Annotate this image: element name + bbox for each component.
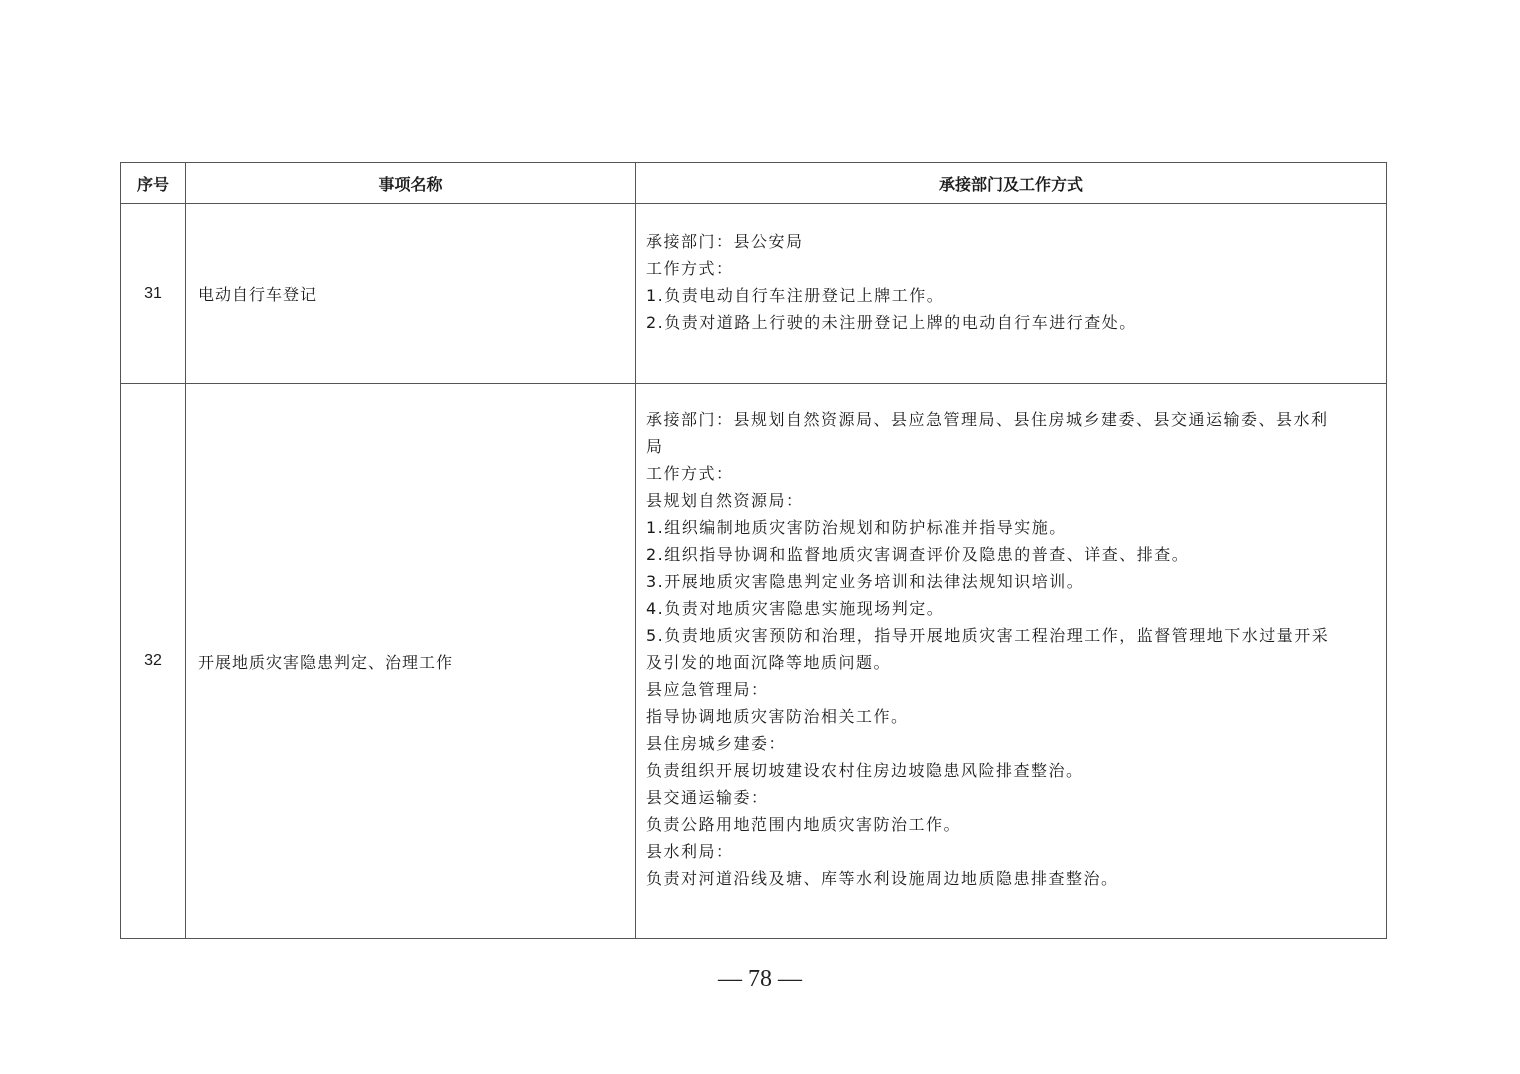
detail-line: 及引发的地面沉降等地质问题。: [646, 653, 892, 672]
detail-line: 县交通运输委：: [646, 788, 769, 807]
detail-line: 县规划自然资源局：: [646, 491, 804, 510]
header-dept: 承接部门及工作方式: [636, 163, 1387, 204]
row-seq: 32: [121, 384, 186, 939]
detail-line: 负责公路用地范围内地质灾害防治工作。: [646, 815, 962, 834]
detail-line: 负责对河道沿线及塘、库等水利设施周边地质隐患排查整治。: [646, 869, 1119, 888]
detail-line: 2.负责对道路上行驶的未注册登记上牌的电动自行车进行查处。: [646, 313, 1137, 332]
row-detail: [636, 384, 1387, 939]
detail-line: 1.负责电动自行车注册登记上牌工作。: [646, 286, 945, 305]
detail-line: 承接部门：县规划自然资源局、县应急管理局、县住房城乡建委、县交通运输委、县水利: [646, 410, 1329, 429]
matters-table: [120, 162, 1387, 939]
table-header-row: [121, 163, 1387, 204]
detail-line: 5.负责地质灾害预防和治理，指导开展地质灾害工程治理工作，监督管理地下水过量开采: [646, 626, 1330, 645]
row-seq: 31: [121, 204, 186, 384]
page-number: — 78 —: [718, 966, 802, 992]
header-seq: 序号: [121, 163, 186, 204]
detail-line: 4.负责对地质灾害隐患实施现场判定。: [646, 599, 945, 618]
detail-line: 指导协调地质灾害防治相关工作。: [646, 707, 909, 726]
detail-line: 局: [646, 437, 664, 456]
table-row: [121, 384, 1387, 939]
detail-line: 工作方式：: [646, 464, 734, 483]
detail-line: 2.组织指导协调和监督地质灾害调查评价及隐患的普查、详查、排查。: [646, 545, 1190, 564]
table-row: [121, 204, 1387, 384]
header-name: 事项名称: [186, 163, 636, 204]
detail-line: 1.组织编制地质灾害防治规划和防护标准并指导实施。: [646, 518, 1067, 537]
detail-line: 3.开展地质灾害隐患判定业务培训和法律法规知识培训。: [646, 572, 1085, 591]
row-name: 电动自行车登记: [186, 204, 636, 384]
row-name: 开展地质灾害隐患判定、治理工作: [186, 384, 636, 939]
row-detail: [636, 204, 1387, 384]
detail-line: 工作方式：: [646, 259, 734, 278]
detail-line: 承接部门：县公安局: [646, 232, 804, 251]
detail-line: 县水利局：: [646, 842, 734, 861]
detail-line: 县应急管理局：: [646, 680, 769, 699]
detail-line: 县住房城乡建委：: [646, 734, 787, 753]
detail-line: 负责组织开展切坡建设农村住房边坡隐患风险排查整治。: [646, 761, 1084, 780]
